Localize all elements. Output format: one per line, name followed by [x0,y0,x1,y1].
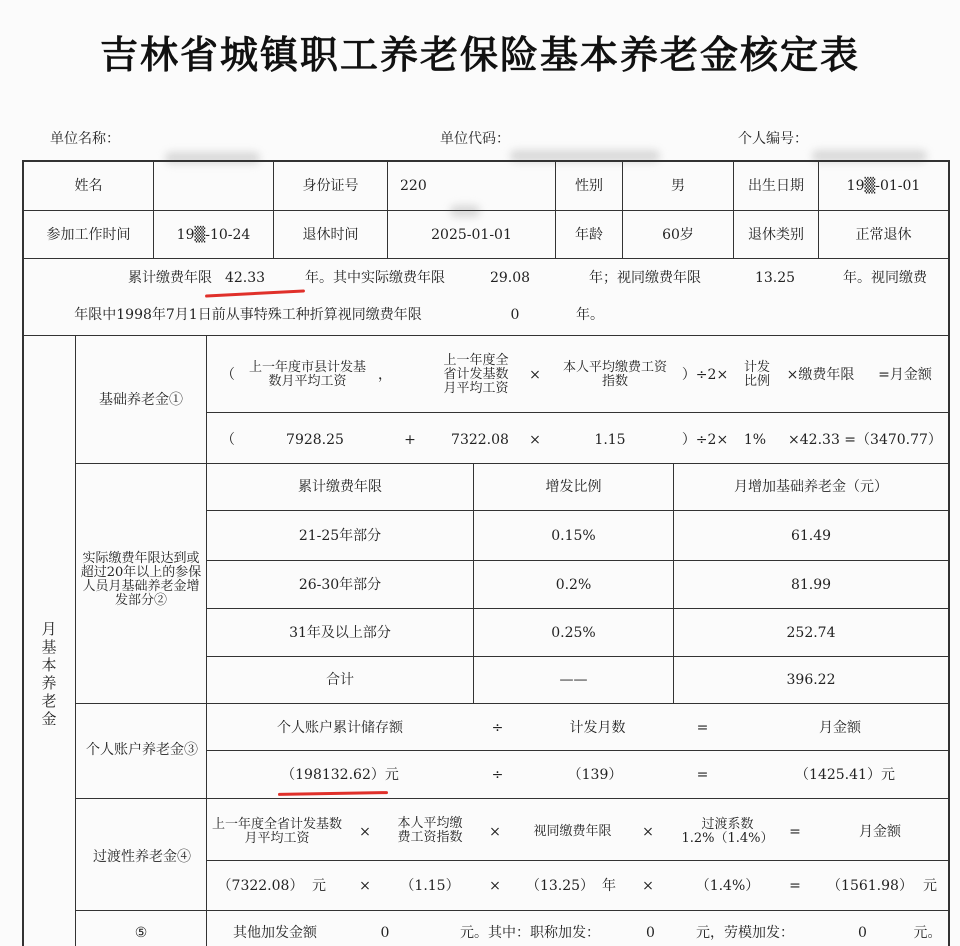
gender-value: 男 [671,178,685,194]
city-base-header: 上一年度市县计发基数月平均工资 [248,360,366,389]
table-cell: 252.74 [786,624,836,641]
times: × [642,824,654,840]
deemed-years-header: 视同缴费年限 [533,824,612,839]
table-cell: 26-30年部分 [298,576,382,593]
times: × [529,432,541,448]
other-value: 0 [380,925,390,941]
amount-header: 月金额 [859,824,901,840]
age-value: 60岁 [662,226,694,243]
other-text2: 元，劳模加发： [696,925,794,941]
side-label: 月基本养老金 [41,620,57,728]
extra-pension-label: 实际缴费年限达到或超过20年以上的参保人员月基础养老金增发部分② [80,551,202,608]
actual-years-label: 年。其中实际缴费年限 [305,270,445,286]
table-cell: 81.99 [790,576,832,593]
table-cell: 61.49 [790,527,832,544]
deemed-years-value: （13.25） [525,878,595,894]
retire-type-value: 正常退休 [855,226,912,243]
table-cell: 31年及以上部分 [289,624,391,641]
retire-value: 2025-01-01 [431,226,512,243]
basic-amount-value: ×42.33 =（3470.77） [788,432,942,448]
personal-amount-value: （1425.41）元 [795,767,895,783]
comma: ， [378,367,392,383]
ratio-value: 1% [743,432,767,448]
work-start-value: 19▒-10-24 [176,226,251,243]
birth-label: 出生日期 [748,178,804,194]
other-label: 其他加发金额 [233,925,317,941]
id-value: 220 [400,178,427,194]
times: × [489,824,501,840]
transition-amount-value: （1561.98） [827,878,913,894]
transition-pension-label: 过渡性养老金④ [93,849,191,865]
store-value: （198132.62）元 [281,767,399,783]
other-text3: 元。 [913,925,942,941]
table-cell: 396.22 [786,672,836,688]
extra-col-ratio: 增发比例 [545,479,602,495]
other-text1: 元。其中：职称加发： [460,925,600,941]
index-value: （1.15） [400,878,460,894]
years-header: ×缴费年限 [786,367,855,383]
personal-no-label: 个人编号： [738,131,808,147]
special-years-tail: 年。 [576,307,604,323]
divide: ÷ [491,720,504,736]
other-number: ⑤ [134,925,148,941]
paren: （ [221,367,235,383]
store-header: 个人账户累计储存额 [277,720,403,736]
deemed-tail: 年。视同缴费 [843,270,927,286]
retire-label: 退休时间 [302,226,359,243]
deemed-years-value: 13.25 [754,270,796,286]
index-header: 本人平均缴费工资指数 [397,816,463,845]
table-cell: —— [559,672,588,688]
unit-code-label: 单位代码： [440,131,510,147]
prov-base-value: （7322.08） [217,878,304,894]
prov-base-header: 上一年度全省计发基数月平均工资 [443,353,509,396]
months-value: （139） [567,767,623,783]
ratio-header: 计发比例 [743,360,770,389]
unit-name-label: 单位名称： [50,131,120,147]
prov-base-header: 上一年度全省计发基数月平均工资 [212,817,343,846]
page-title: 吉林省城镇职工养老保险基本养老金核定表 [99,32,860,77]
yuan: 元 [312,878,326,894]
times: × [359,878,371,894]
div2: ）÷2× [681,367,729,383]
nian: 年 [602,878,616,894]
equals: = [789,878,801,894]
plus: + [404,432,416,448]
extra-col-amount: 月增加基础养老金（元） [734,479,888,495]
table-cell: 合计 [326,672,354,688]
age-label: 年龄 [575,226,603,243]
table-cell: 21-25年部分 [298,527,382,544]
div2: ）÷2× [681,432,729,448]
special-years-value: 0 [510,307,520,323]
table-cell: 0.15% [551,527,596,544]
deemed-years-label: 年；视同缴费年限 [589,270,701,286]
redaction-blur [165,152,260,164]
name-label: 姓名 [74,178,103,194]
red-underline [278,791,388,796]
birth-value: 19▒-01-01 [846,178,921,194]
red-underline [205,289,305,297]
id-label: 身份证号 [302,178,359,194]
month-amount-header: =月金额 [878,367,932,383]
extra-col-years: 累计缴费年限 [298,479,382,495]
equals: = [696,720,709,736]
model-bonus-value: 0 [858,925,867,941]
table-cell: 0.25% [551,624,596,641]
basic-pension-label: 基础养老金① [99,391,183,408]
amount-header: 月金额 [819,720,861,736]
retire-type-label: 退休类别 [748,226,804,243]
times: × [642,878,654,894]
paren: （ [221,432,235,448]
times: × [359,824,371,840]
index-header: 本人平均缴费工资指数 [562,360,667,389]
times: × [529,367,541,383]
personal-pension-label: 个人账户养老金③ [86,742,198,758]
times: × [489,878,501,894]
actual-years-value: 29.08 [489,270,531,286]
index-value: 1.15 [594,432,626,448]
yuan: 元 [923,878,937,894]
special-years-label: 年限中1998年7月1日前从事特殊工种折算视同缴费年限 [74,307,422,323]
work-start-label: 参加工作时间 [46,226,131,243]
title-bonus-value: 0 [646,925,655,941]
equals: = [789,824,801,840]
equals: = [696,767,709,783]
prov-base-value: 7322.08 [451,432,509,448]
gender-label: 性别 [575,178,603,194]
coef-header: 过渡系数1.2%（1.4%） [681,817,774,846]
cum-years-label: 累计缴费年限 [128,270,212,286]
table-cell: 0.2% [555,576,592,593]
months-header: 计发月数 [569,720,626,736]
coef-value: （1.4%） [695,878,760,894]
city-base-value: 7928.25 [286,432,344,448]
cum-years-value: 42.33 [224,270,266,286]
divide: ÷ [491,767,504,783]
